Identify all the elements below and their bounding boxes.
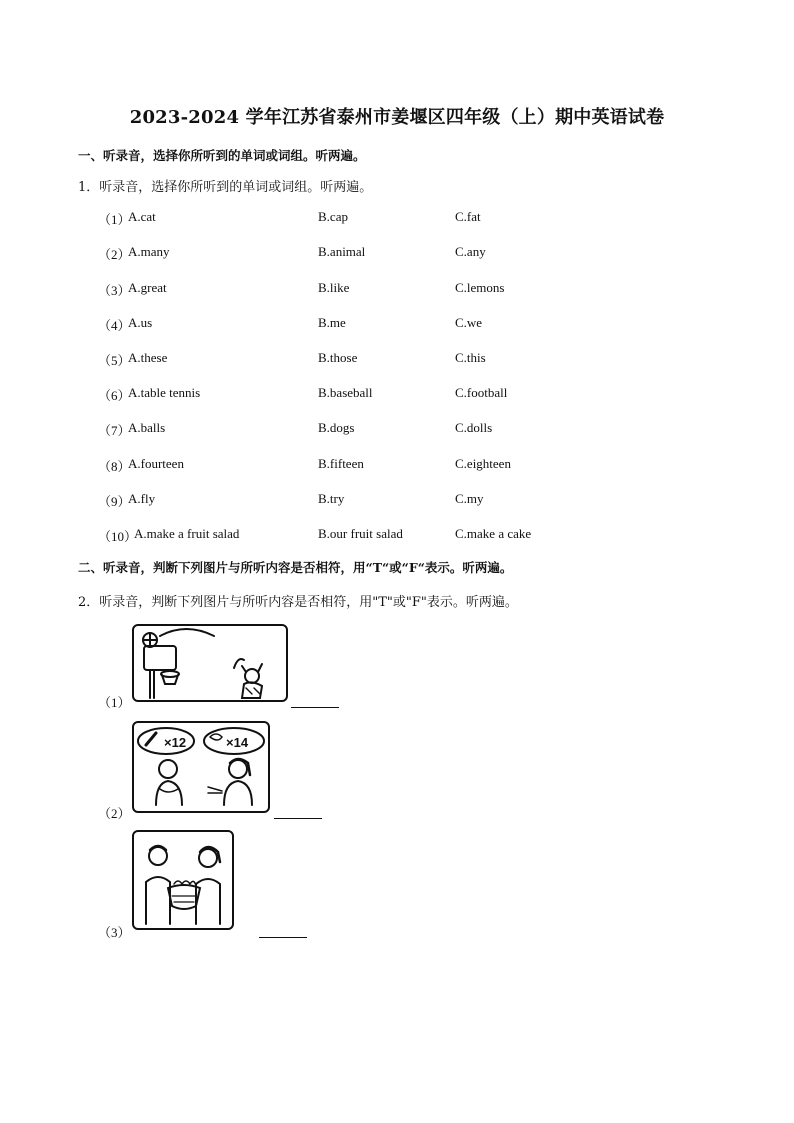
option-c: C.any: [455, 244, 486, 259]
option-c: C.eighteen: [455, 456, 511, 471]
option-a: A.great: [128, 280, 167, 295]
question-1-prompt: 1．听录音，选择你所听到的单词或词组。听两遍。: [78, 180, 373, 195]
option-a: A.many: [128, 244, 170, 259]
option-b: B.our fruit salad: [318, 526, 403, 541]
option-b: B.those: [318, 350, 358, 365]
item-number: （6）: [98, 388, 131, 403]
option-c: C.this: [455, 350, 486, 365]
option-a: A.fourteen: [128, 456, 184, 471]
bubble-right-label: ×14: [226, 735, 249, 750]
option-c: C.football: [455, 385, 508, 400]
section-1-heading: 一、听录音，选择你所听到的单词或词组。听两遍。: [78, 148, 366, 163]
bubble-left-label: ×12: [164, 735, 187, 750]
list-item: [98, 456, 738, 476]
item-number: （3）: [98, 925, 131, 940]
option-b: B.cap: [318, 209, 348, 224]
item-number: （8）: [98, 459, 131, 474]
section-2-heading: 二、听录音，判断下列图片与所听内容是否相符，用“T“或“F“表示。听两遍。: [78, 560, 513, 575]
item-number: （7）: [98, 423, 131, 438]
answer-blank[interactable]: [259, 936, 307, 938]
item-number: （10）: [98, 529, 138, 544]
option-a: A.fly: [128, 491, 156, 506]
list-item: [98, 385, 738, 405]
option-a: A.these: [128, 350, 168, 365]
page-title: 2023-2024 学年江苏省泰州市姜堰区四年级（上）期中英语试卷: [129, 107, 665, 128]
picture-fruit-basket-icon: [132, 830, 234, 930]
option-a: A.make a fruit salad: [134, 526, 240, 541]
option-b: B.try: [318, 491, 345, 506]
item-number: （2）: [98, 247, 131, 262]
item-number: （2）: [98, 806, 131, 821]
item-number: （3）: [98, 283, 131, 298]
option-c: C.we: [455, 315, 483, 330]
list-item: [98, 280, 738, 300]
option-c: C.dolls: [455, 420, 493, 435]
picture-basketball-icon: [132, 624, 288, 702]
question-2-prompt: 2．听录音，判断下列图片与所听内容是否相符，用"T"或"F"表示。听两遍。: [78, 595, 518, 610]
list-item: [98, 350, 738, 370]
option-b: B.dogs: [318, 420, 355, 435]
option-c: C.lemons: [455, 280, 505, 295]
option-c: C.fat: [455, 209, 481, 224]
option-b: B.baseball: [318, 385, 373, 400]
item-number: （1）: [98, 212, 131, 227]
item-number: （1）: [98, 695, 131, 710]
answer-blank[interactable]: [274, 817, 322, 819]
list-item: [98, 526, 738, 546]
list-item: [98, 491, 738, 511]
option-b: B.fifteen: [318, 456, 364, 471]
list-item: [98, 420, 738, 440]
option-c: C.my: [455, 491, 484, 506]
option-b: B.me: [318, 315, 346, 330]
list-item: [98, 315, 738, 335]
item-number: （5）: [98, 353, 131, 368]
item-number: （9）: [98, 494, 131, 509]
option-a: A.us: [128, 315, 153, 330]
option-a: A.cat: [128, 209, 156, 224]
list-item: [98, 209, 738, 229]
item-number: （4）: [98, 318, 131, 333]
option-a: A.balls: [128, 420, 166, 435]
list-item: [98, 244, 738, 264]
option-c: C.make a cake: [455, 526, 532, 541]
picture-counting-icon: [132, 721, 270, 813]
option-a: A.table tennis: [128, 385, 201, 400]
option-b: B.animal: [318, 244, 366, 259]
option-b: B.like: [318, 280, 350, 295]
answer-blank[interactable]: [291, 706, 339, 708]
